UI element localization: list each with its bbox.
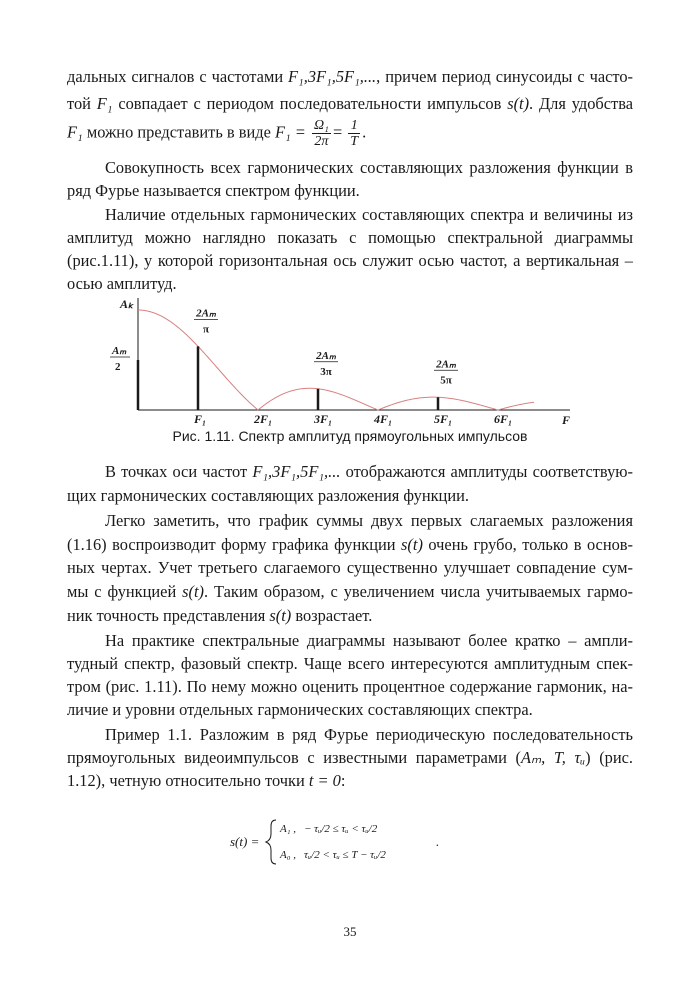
fraction-numerator: Ω₁ xyxy=(313,118,329,133)
text-span: совпадает с периодом последовательности импульсов xyxy=(112,94,508,113)
text-line xyxy=(67,582,633,602)
text-line: тром (рис. 1.11). По нему можно оценить процентное содержание гармоник, на- xyxy=(67,677,633,696)
tick-label: 5F₁ xyxy=(434,412,453,426)
text-span: очень грубо, только в основ- xyxy=(422,535,633,554)
text-span: . xyxy=(362,122,367,142)
fraction-denominator: 2π xyxy=(314,134,329,149)
formula-case1-condition: − τᵤ/2 ≤ τᵤ < τᵤ/2 xyxy=(304,823,378,835)
math-inline: Aₘ, T, τᵤ xyxy=(520,748,586,767)
text-span: ) (рис. xyxy=(585,748,633,767)
text-line xyxy=(67,771,633,791)
text-line: Пример 1.1. Разложим в ряд Фурье периодическую последовательность xyxy=(105,725,633,744)
text-line xyxy=(67,118,633,149)
text-line: Легко заметить, что график суммы двух первых слагаемых разложения xyxy=(105,511,633,530)
text-span: (1.16) воспроизводит форму графика функции xyxy=(67,535,402,554)
text-line: Наличие отдельных гармонических составляющих спектра и величины из xyxy=(105,205,633,224)
figure-caption: Рис. 1.11. Спектр амплитуд прямоугольных импульсов xyxy=(172,428,528,444)
fraction xyxy=(312,118,331,149)
text-line: щих гармонических составляющих разложения функции. xyxy=(67,486,469,505)
tick-label: F₁ xyxy=(194,412,207,426)
amplitude-spectrum-chart xyxy=(100,296,580,431)
text-line xyxy=(67,67,633,87)
text-line: (рис.1.11), у которой горизонтальная ось служит осью частот, а вертикальная – xyxy=(67,251,633,270)
bar-label-denominator: 5π xyxy=(440,374,452,387)
text-line: личие и уровни отдельных гармонических составляющих спектра. xyxy=(67,700,533,719)
bar-label-numerator: 2Aₘ xyxy=(196,307,216,320)
bar-label-denominator: π xyxy=(202,323,210,336)
text-span: , причем период синусоиды с часто- xyxy=(376,67,633,86)
text-span: ник точность представления xyxy=(67,606,270,625)
text-line xyxy=(67,535,633,555)
math-inline: F₁ xyxy=(67,122,83,142)
fraction-denominator: T xyxy=(350,134,359,149)
math-inline: s(t) xyxy=(182,582,204,601)
text-line: ных чертах. Учет третьего слагаемого существенно улучшает совпадение сум- xyxy=(67,558,633,577)
text-span: мы с функцией xyxy=(67,582,183,601)
text-span: прямоугольных видеоимпульсов с известными параметрами ( xyxy=(67,748,521,767)
y-axis-label: Aₖ xyxy=(120,297,134,311)
text-span: можно представить в виде xyxy=(82,122,275,142)
text-span: отображаются амплитуды соответствую- xyxy=(340,462,633,481)
page-number: 35 xyxy=(343,924,357,939)
math-inline: s(t) xyxy=(401,535,423,554)
text-line: Совокупность всех гармонических составляющих разложения функции в xyxy=(105,158,633,177)
text-line xyxy=(67,606,633,626)
text-line xyxy=(67,748,633,768)
text-span: . Для удобства xyxy=(529,94,634,113)
formula-end: . xyxy=(436,834,440,849)
fraction-numerator: 1 xyxy=(348,118,360,134)
formula-lhs: s(t) = xyxy=(230,834,260,849)
formula-brace xyxy=(266,820,276,864)
math-inline: F₁,3F₁,5F₁,... xyxy=(252,462,341,481)
math-inline: F₁ = xyxy=(274,122,306,142)
tick-label: 2F₁ xyxy=(254,412,273,426)
math-inline: s(t) xyxy=(507,94,530,113)
bar-label-denominator: 3π xyxy=(320,365,332,378)
text-span: = xyxy=(332,122,343,142)
text-span: В точках оси частот xyxy=(105,462,253,481)
text-span: дальных сигналов с частотами xyxy=(67,67,289,86)
bar-label-numerator: 2Aₘ xyxy=(436,358,456,371)
text-span: возрастает. xyxy=(291,606,373,625)
x-axis-label: F xyxy=(562,413,571,427)
text-line xyxy=(67,94,633,114)
math-inline: F₁ xyxy=(96,94,113,113)
text-line xyxy=(105,462,633,482)
tick-label: 4F₁ xyxy=(374,412,393,426)
tick-label: 6F₁ xyxy=(494,412,513,426)
formula-case2-condition: τᵤ/2 < τᵤ ≤ T − τᵤ/2 xyxy=(304,849,386,861)
text-span: . Таким образом, с увеличением числа учитываемых гармо- xyxy=(204,582,634,601)
math-inline: t = 0 xyxy=(308,771,341,790)
tick-label: 3F₁ xyxy=(314,412,333,426)
formula-case1-value: A₁ , xyxy=(280,823,297,835)
text-span: той xyxy=(67,94,97,113)
fraction xyxy=(348,118,360,149)
dc-label-num: Aₘ xyxy=(112,345,127,357)
piecewise-formula xyxy=(230,812,450,872)
math-inline: s(t) xyxy=(269,606,292,625)
bar-label-numerator: 2Aₘ xyxy=(316,349,336,362)
dc-label-den: 2 xyxy=(115,361,121,373)
text-line: тудный спектр, фазовый спектр. Чаще всего интересуются амплитудным спек- xyxy=(67,654,633,673)
text-line: На практике спектральные диаграммы называют более кратко – ампли- xyxy=(105,631,633,650)
text-span: 1.12), четную относительно точки xyxy=(67,771,309,790)
text-line: амплитуд можно наглядно показать с помощью спектральной диаграммы xyxy=(67,228,633,247)
text-span: : xyxy=(340,771,346,790)
text-line: осью амплитуд. xyxy=(67,274,177,293)
formula-case2-value: A₀ , xyxy=(280,849,297,861)
math-inline: F₁,3F₁,5F₁,... xyxy=(288,67,377,86)
text-line: ряд Фурье называется спектром функции. xyxy=(67,181,360,200)
